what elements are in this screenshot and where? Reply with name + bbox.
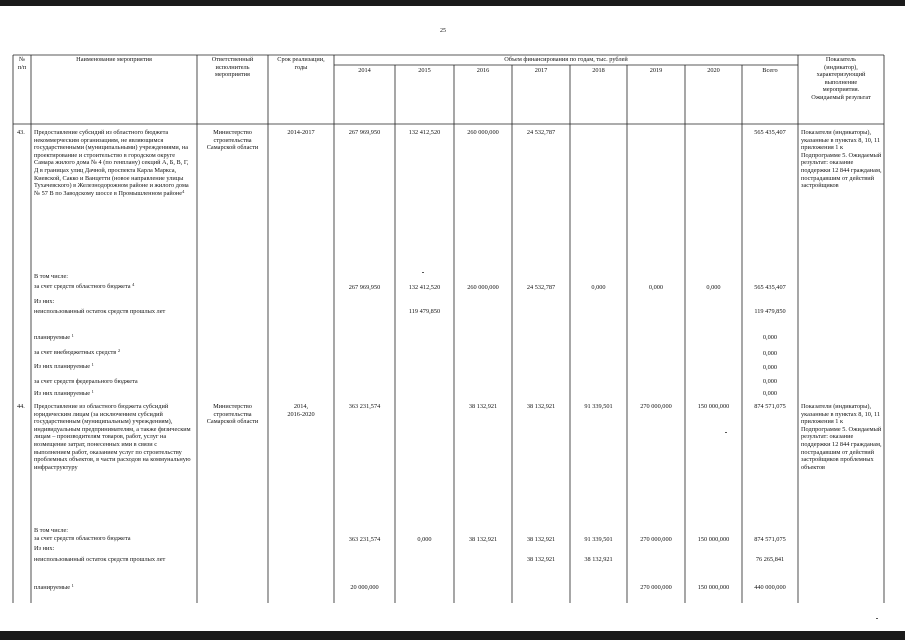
item43-value-2015: 132 412,520 [408, 129, 441, 136]
item43-federal-planned-label: Из них планируемые $^1$ [34, 389, 94, 397]
item43-of-them-label: Из них: [34, 298, 55, 305]
item43-unused-total: 119 479,850 [754, 308, 786, 315]
item44-regional-2015: 0,000 [417, 536, 432, 543]
item44-unused-label: неиспользованный остаток средств прошлых лет [34, 556, 166, 563]
item44-planned-2019: 270 000,000 [640, 584, 672, 591]
header-year-2016: 2016 [476, 67, 490, 74]
item44-unused-2017: 38 132,921 [526, 556, 556, 563]
item44-planned-2014: 20 000,000 [350, 584, 379, 591]
scan-speck [876, 618, 878, 619]
item43-name: Предоставление субсидий из областного бюджета некоммерческим организациям, не являющимся государственными (муниципальными) учреждениями, на проектирование и строительство в городском округе Самара жилого дома № 4 (по генплану) секций А, Б, В, Г, Д в границах улиц Дачной, проспекта Карла Маркса, Киевской, Сакко и Ванцетти (новое направление улицы Тухачевского) в Железнодорожном районе и жилого дома № 57 В по Заводскому шоссе в Промышленном районе$^4$ [34, 129, 189, 197]
item43-incl-label: В том числе: [34, 273, 69, 280]
header-year-2020: 2020 [707, 67, 720, 74]
item43-regional-2020: 0,000 [706, 284, 721, 291]
header-indicator: Показатель (индикатор), характеризующий выполнение мероприятия. Ожидаемый результат [811, 56, 871, 101]
item43-planned-label: планируемые $^1$ [34, 333, 74, 341]
header-funding: Объем финансирования по годам, тыс. рублей [504, 56, 628, 63]
header-year-2017: 2017 [534, 67, 548, 74]
item43-extra-planned-label: Из них планируемые $^1$ [34, 362, 94, 370]
item44-value-2018: 91 339,501 [584, 403, 613, 410]
header-name: Наименование мероприятия [76, 56, 152, 63]
item43-term: 2014-2017 [287, 129, 315, 136]
item44-regional-2018: 91 339,501 [584, 536, 613, 543]
item43-value-2017: 24 532,787 [526, 129, 556, 136]
item44-regional-2019: 270 000,000 [640, 536, 672, 543]
item43-unused-2015: 119 479,850 [408, 308, 441, 315]
item43-regional-2018: 0,000 [591, 284, 606, 291]
item44-regional-2020: 150 000,000 [697, 536, 730, 543]
scan-speck [422, 272, 424, 273]
header-year-2019: 2019 [649, 67, 663, 74]
header-year-2018: 2018 [592, 67, 605, 74]
item44-unused-2018: 38 132,921 [584, 556, 613, 563]
item43-regional-2017: 24 532,787 [526, 284, 556, 291]
item44-regional-total: 874 571,075 [754, 536, 786, 543]
top-scan-border [0, 0, 905, 6]
header-executor: Ответственный исполнитель мероприятия [211, 56, 254, 79]
item43-regional-2019: 0,000 [648, 284, 664, 291]
item43-regional-2016: 260 000,000 [467, 284, 499, 291]
item43-regional-total: 565 435,407 [754, 284, 786, 291]
item43-regional-2014: 267 969,950 [348, 284, 381, 291]
item43-federal-total: 0,000 [762, 378, 778, 385]
item44-value-2016: 38 132,921 [468, 403, 498, 410]
item44-planned-label: планируемые $^1$ [34, 583, 74, 591]
item44-value-2020: 150 000,000 [697, 403, 730, 410]
item43-federal-planned-total: 0,000 [762, 390, 778, 397]
item44-regional-2016: 38 132,921 [468, 536, 498, 543]
page-number: 25 [440, 28, 446, 34]
item43-num: 43. [17, 129, 25, 136]
item44-value-2014: 363 231,574 [348, 403, 381, 410]
bottom-scan-border [0, 631, 905, 640]
item44-regional-2014: 363 231,574 [348, 536, 381, 543]
item44-regional-2017: 38 132,921 [526, 536, 556, 543]
item44-value-total: 874 571,075 [754, 403, 786, 410]
item43-value-total: 565 435,407 [754, 129, 786, 136]
item44-regional-label: за счет средств областного бюджета [34, 535, 131, 542]
item43-planned-total: 0,000 [762, 334, 778, 341]
item44-term: 2014, 2016-2020 [287, 403, 315, 418]
item44-value-2017: 38 132,921 [526, 403, 556, 410]
header-total: Всего [762, 67, 778, 74]
header-term: Срок реализации, годы [277, 56, 325, 71]
item44-executor: Министерство строительства Самарской области [206, 403, 259, 426]
item43-executor: Министерство строительства Самарской области [206, 129, 259, 152]
item43-extra-total: 0,000 [762, 350, 778, 357]
item44-of-them-label: Из них: [34, 545, 55, 552]
item43-value-2016: 260 000,000 [467, 129, 499, 136]
item44-indicator: Показатели (индикаторы), указанные в пунктах 8, 10, 11 приложения 1 к Подпрограмме 5. Ожидаемый результат: оказание поддержки 12 844 гражданам, пострадавшим от действий застройщиков проблемных объектов [801, 403, 882, 471]
item44-name: Предоставление из областного бюджета субсидий юридическим лицам (за исключением субсидий государственным (муниципальным) учреждениям), индивидуальным предпринимателям, а также физическим лицам – производителям товаров, работ, услуг на возмещение затрат, понесенных ими в связи с выполнением работ, оказанием услуг по строительству проблемных объектов, в части расходов на коммунальную инфраструктуру [34, 403, 191, 471]
item43-extra-label: за счет внебюджетных средств $^2$ [34, 348, 121, 356]
header-num: № п/п [17, 56, 27, 71]
item43-value-2014: 267 969,950 [348, 129, 381, 136]
item44-num: 44. [17, 403, 25, 410]
item43-indicator: Показатели (индикаторы), указанные в пунктах 8, 10, 11 приложения 1 к Подпрограмме 5. Ожидаемый результат: оказание поддержки 12 844 гражданам, пострадавшим от действий застройщиков [801, 129, 882, 190]
item44-planned-total: 440 000,000 [754, 584, 786, 591]
header-year-2015: 2015 [418, 67, 431, 74]
item43-unused-label: неиспользованный остаток средств прошлых лет [34, 308, 166, 315]
item43-extra-planned-total: 0,000 [762, 364, 778, 371]
header-year-2014: 2014 [358, 67, 371, 74]
item43-regional-label: за счет средств областного бюджета $^4$ [34, 282, 135, 290]
scan-speck [725, 432, 727, 433]
item44-unused-total: 76 265,841 [755, 556, 785, 563]
item43-regional-2015: 132 412,520 [408, 284, 441, 291]
item44-incl-label: В том числе: [34, 527, 69, 534]
item44-value-2019: 270 000,000 [640, 403, 672, 410]
item44-planned-2020: 150 000,000 [697, 584, 730, 591]
item43-federal-label: за счет средств федерального бюджета [34, 378, 138, 385]
